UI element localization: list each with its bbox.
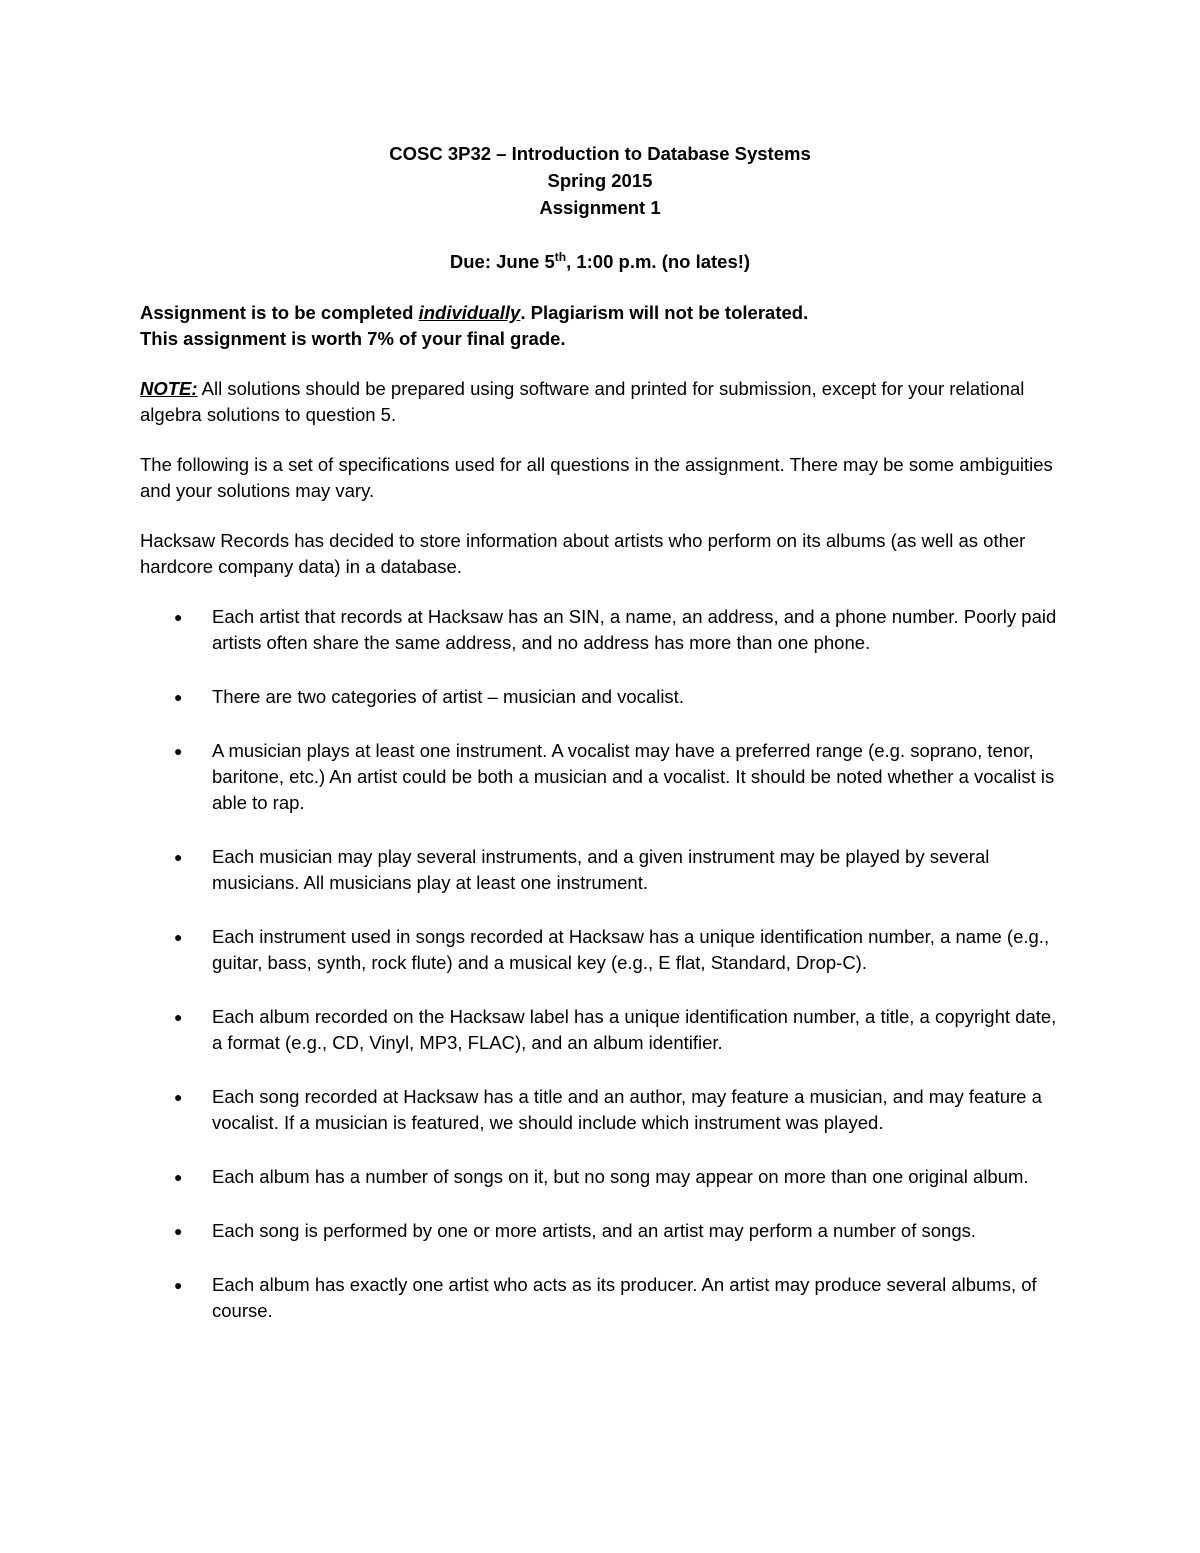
spec-item bbox=[140, 924, 1060, 976]
note-text: All solutions should be prepared using software and printed for submission, except for your relational algebra solutions to question 5. bbox=[140, 378, 1025, 425]
document-page bbox=[140, 141, 1060, 1352]
intro-paragraph: The following is a set of specifications used for all questions in the assignment. There may be some ambiguities and your solutions may vary. bbox=[140, 454, 1053, 501]
academic-notice bbox=[140, 300, 1060, 352]
bullet-icon: ● bbox=[174, 1169, 183, 1185]
spec-item bbox=[140, 738, 1060, 816]
bullet-icon: ● bbox=[174, 929, 183, 945]
spec-item bbox=[140, 1272, 1060, 1324]
bullet-icon: ● bbox=[174, 743, 183, 759]
note-label: NOTE: bbox=[140, 378, 198, 399]
spec-text: A musician plays at least one instrument. A vocalist may have a preferred range (e.g. soprano, tenor, baritone, etc.) An artist could be both a musician and a vocalist. It should be noted whether a vocalist is able to rap. bbox=[212, 740, 1055, 813]
notice-emphasis: individually bbox=[418, 302, 521, 323]
spec-text: Each song recorded at Hacksaw has a title and an author, may feature a musician, and may feature a vocalist. If a musician is featured, we should include which instrument was played. bbox=[212, 1086, 1042, 1133]
bullet-icon: ● bbox=[174, 609, 183, 625]
bullet-icon: ● bbox=[174, 849, 183, 865]
bullet-icon: ● bbox=[174, 1277, 183, 1293]
spec-item bbox=[140, 1084, 1060, 1136]
spec-item bbox=[140, 844, 1060, 896]
assignment-title: Assignment 1 bbox=[539, 197, 661, 218]
spec-item bbox=[140, 1004, 1060, 1056]
notice-line-1 bbox=[140, 300, 1060, 326]
spec-text: Each album recorded on the Hacksaw label has a unique identification number, a title, a copyright date, a format (e.g., CD, Vinyl, MP3, FLAC), and an album identifier. bbox=[212, 1006, 1057, 1053]
spec-text: There are two categories of artist – musician and vocalist. bbox=[212, 686, 684, 707]
spec-text: Each song is performed by one or more artists, and an artist may perform a number of songs. bbox=[212, 1220, 976, 1241]
bullet-icon: ● bbox=[174, 689, 183, 705]
spec-text: Each instrument used in songs recorded at Hacksaw has a unique identification number, a name (e.g., guitar, bass, synth, rock flute) and a musical key (e.g., E flat, Standard, Drop-C). bbox=[212, 926, 1050, 973]
notice-text-b: . Plagiarism will not be tolerated. bbox=[520, 302, 809, 323]
bullet-icon: ● bbox=[174, 1009, 183, 1025]
spec-text: Each artist that records at Hacksaw has an SIN, a name, an address, and a phone number. Poorly paid artists often share the same address, and no address has more than one phone. bbox=[212, 606, 1057, 653]
spec-item bbox=[140, 684, 1060, 710]
bullet-icon: ● bbox=[174, 1223, 183, 1239]
specification-list bbox=[140, 604, 1060, 1324]
spec-text: Each musician may play several instruments, and a given instrument may be played by several musicians. All musicians play at least one instrument. bbox=[212, 846, 990, 893]
spec-item bbox=[140, 1218, 1060, 1244]
notice-text-a: Assignment is to be completed bbox=[140, 302, 419, 323]
spec-item bbox=[140, 604, 1060, 656]
bullet-icon: ● bbox=[174, 1089, 183, 1105]
spec-text: Each album has a number of songs on it, but no song may appear on more than one original album. bbox=[212, 1166, 1029, 1187]
due-date bbox=[140, 249, 1060, 276]
spec-text: Each album has exactly one artist who acts as its producer. An artist may produce several albums, of course. bbox=[212, 1274, 1037, 1321]
note-paragraph bbox=[140, 376, 1060, 428]
term: Spring 2015 bbox=[547, 170, 653, 191]
due-suffix: , 1:00 p.m. (no lates!) bbox=[566, 251, 751, 272]
context-paragraph: Hacksaw Records has decided to store information about artists who perform on its albums (as well as other hardcore company data) in a database. bbox=[140, 530, 1026, 577]
document-header bbox=[140, 141, 1060, 276]
due-superscript: th bbox=[554, 249, 567, 264]
due-prefix: Due: June 5 bbox=[449, 251, 555, 272]
spec-item bbox=[140, 1164, 1060, 1190]
notice-line-2: This assignment is worth 7% of your final grade. bbox=[140, 328, 566, 349]
course-title: COSC 3P32 – Introduction to Database Systems bbox=[389, 143, 811, 164]
